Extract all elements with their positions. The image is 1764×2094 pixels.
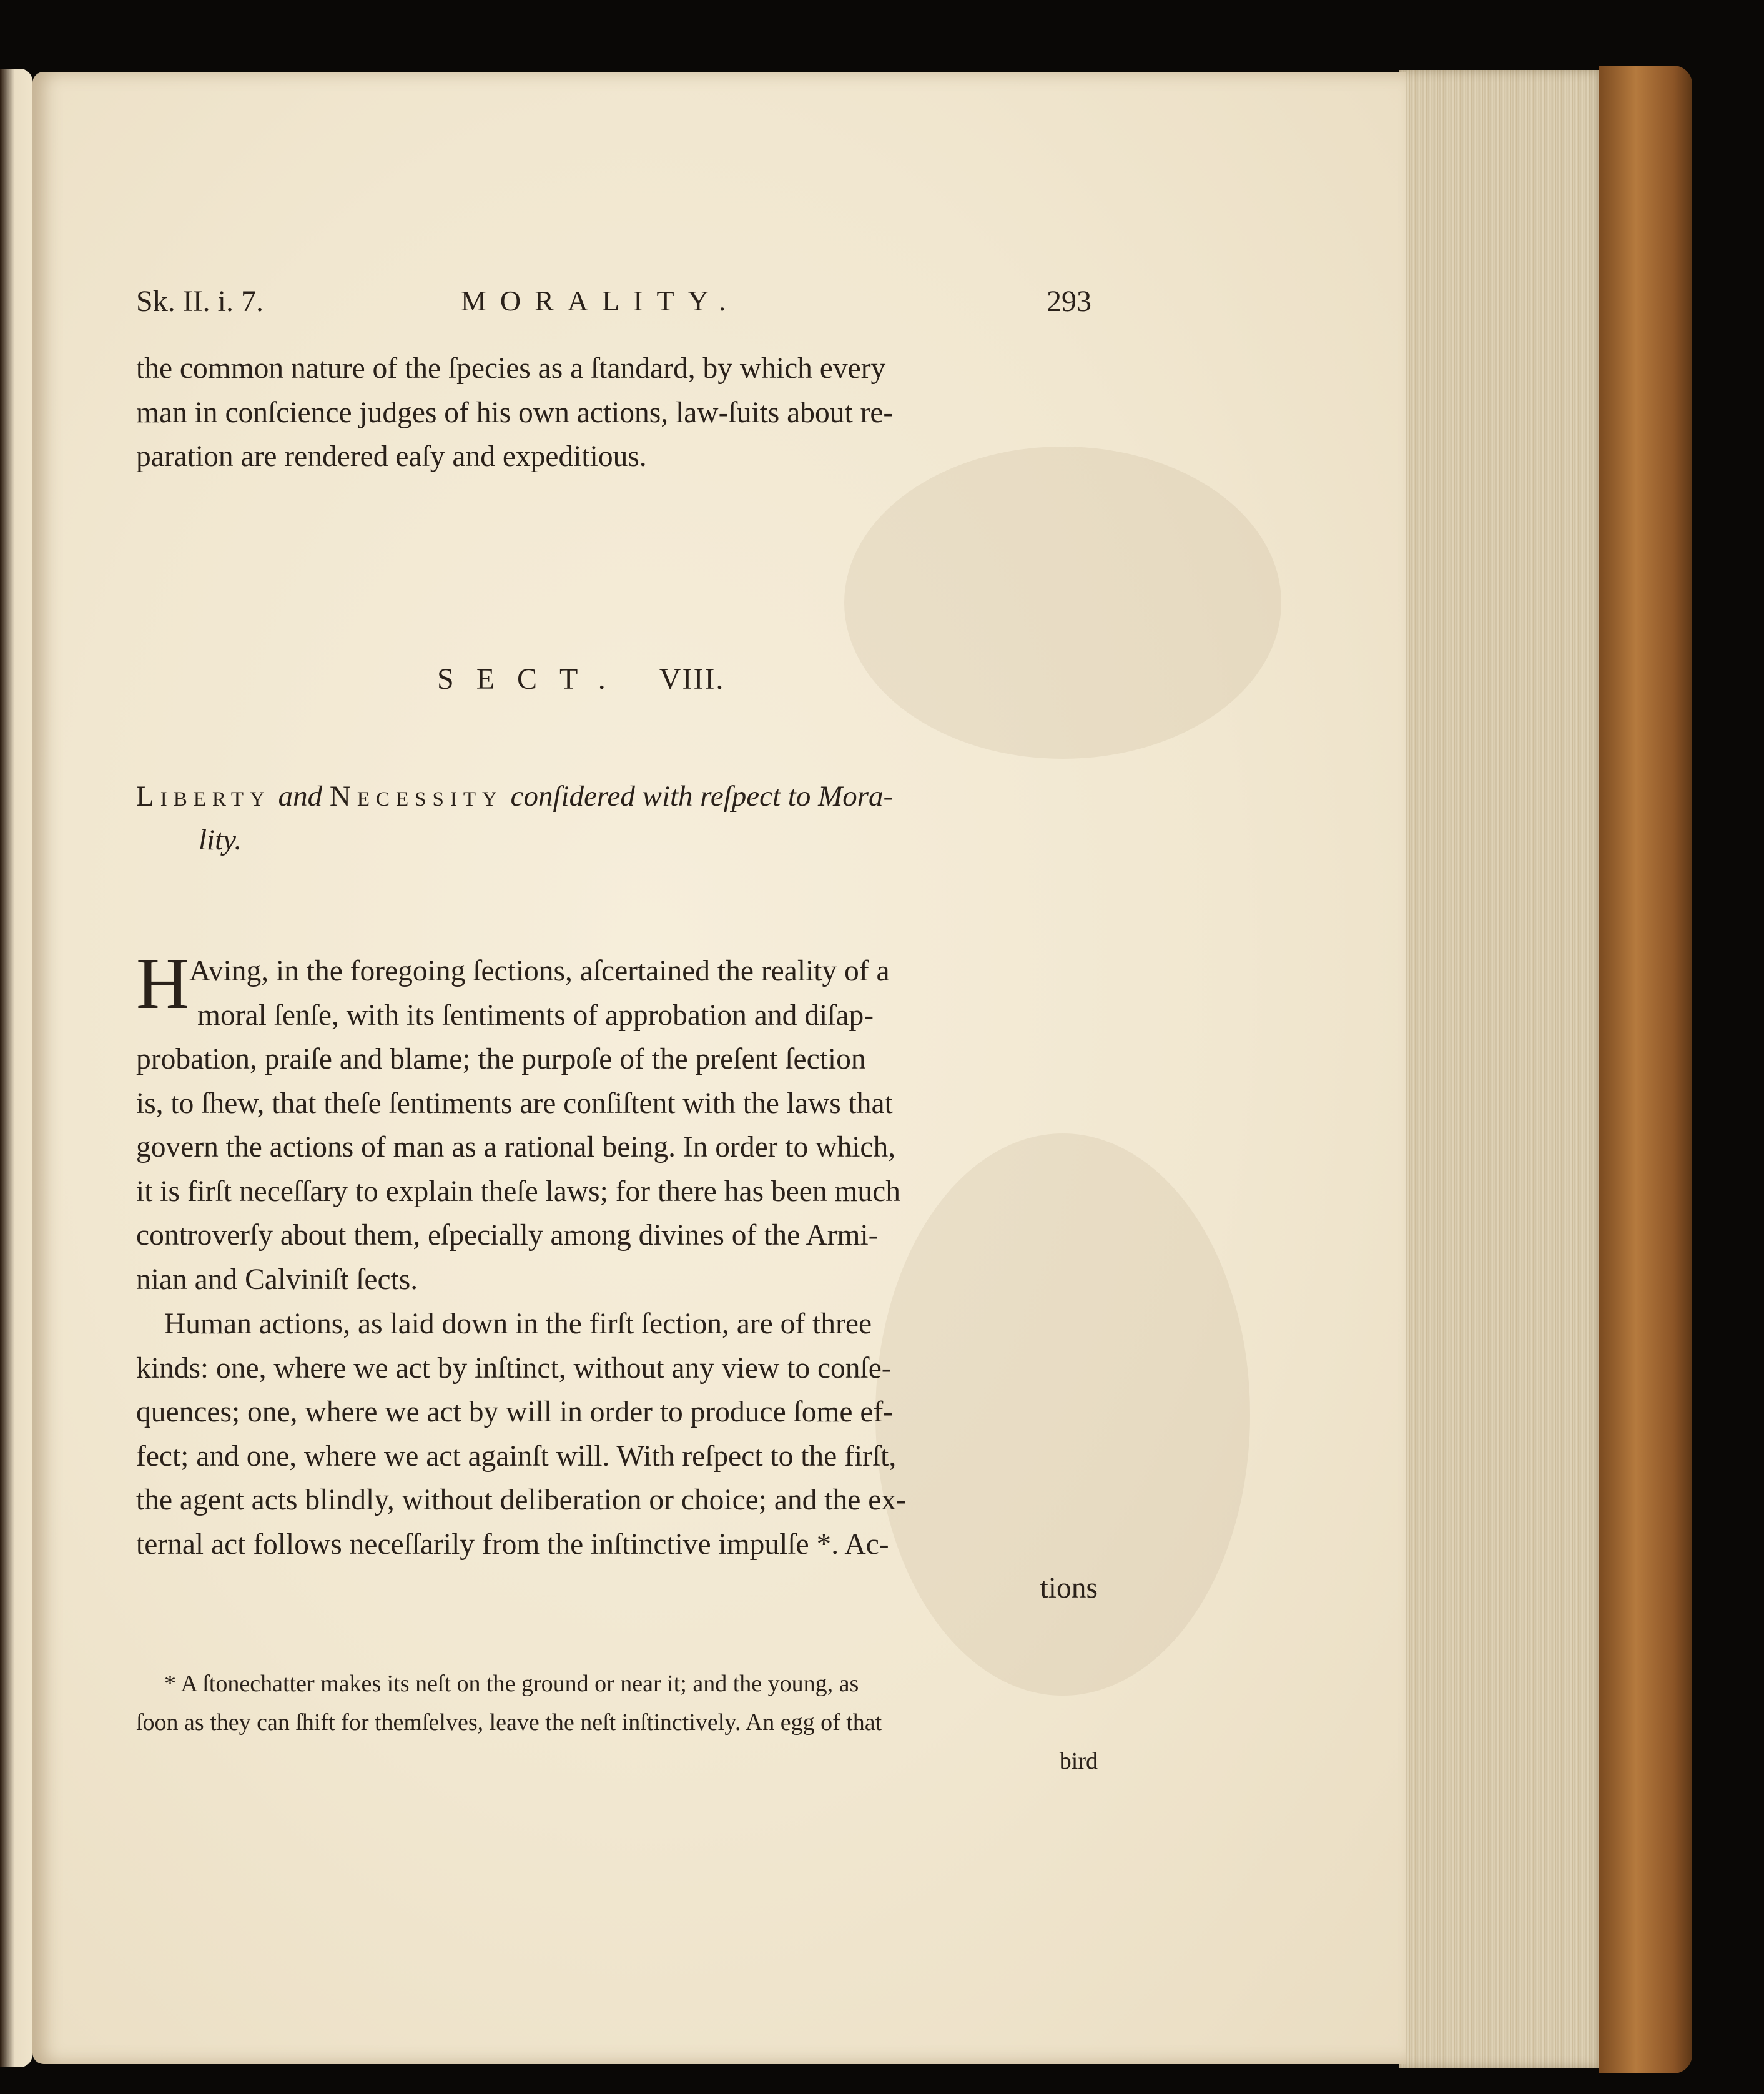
subheading-rest: conſidered with reſpect to Mora- [510, 780, 894, 812]
left-page-edge [0, 69, 32, 2067]
subheading-liberty: Liberty [136, 780, 271, 812]
paper-stain [844, 447, 1281, 759]
footnote-catchword: bird [1059, 1748, 1098, 1774]
subheading-continuation: lity. [199, 824, 242, 856]
text-line: nian and Calviniſt ſects. [136, 1263, 418, 1296]
text-line: the common nature of the ſpecies as a ſtandard, by which every [136, 352, 886, 385]
running-head-section-ref: Sk. II. i. 7. [136, 285, 264, 318]
text-line: controverſy about them, eſpecially among divines of the Armi- [136, 1219, 879, 1252]
paragraph-2 [136, 1302, 1098, 1611]
continuation-paragraph [136, 347, 1098, 479]
subheading-necessity: Necessity [329, 780, 503, 812]
drop-cap: H [136, 942, 190, 1024]
text-line: moral ſenſe, with its ſentiments of approbation and diſap- [197, 999, 874, 1032]
text-line: paration are rendered eaſy and expeditious. [136, 440, 647, 473]
text-line: fect; and one, where we act againſt will. With reſpect to the firſt, [136, 1440, 897, 1473]
paragraph-1 [136, 942, 1098, 1301]
section-heading [437, 662, 724, 696]
running-head [136, 284, 1091, 328]
text-line: probation, praiſe and blame; the purpoſe of the preſent ſection [136, 1043, 866, 1075]
fore-edge [1399, 70, 1605, 2068]
page-number: 293 [1047, 285, 1091, 318]
text-line: man in conſcience judges of his own actions, law-ſuits about re- [136, 396, 894, 429]
text-line: kinds: one, where we act by inſtinct, without any view to conſe- [136, 1351, 892, 1385]
text-line: quences; one, where we act by will in order to produce ſome ef- [136, 1396, 894, 1428]
book-cover [1599, 66, 1692, 2073]
subheading-and: and [278, 780, 323, 812]
text-line: ternal act follows neceſſarily from the inſtinctive impulſe *. Ac- [136, 1528, 889, 1561]
section-subheading [136, 774, 1098, 862]
section-label: SECT. [437, 663, 628, 696]
text-line: Human actions, as laid down in the firſt ſection, are of three [164, 1308, 872, 1340]
text-line: govern the actions of man as a rational being. In order to which, [136, 1131, 896, 1163]
text-line: the agent acts blindly, without deliberation or choice; and the ex- [136, 1484, 906, 1516]
footnote-line: ſoon as they can ſhift for themſelves, leave the neſt inſtinctively. An egg of that [136, 1709, 882, 1736]
footnote [136, 1664, 1098, 1780]
text-line: Aving, in the foregoing ſections, aſcertained the reality of a [189, 955, 890, 987]
catchword: tions [1040, 1572, 1098, 1604]
footnote-line: * A ſtonechatter makes its neſt on the ground or near it; and the young, as [164, 1671, 859, 1697]
text-line: is, to ſhew, that theſe ſentiments are conſiſtent with the laws that [136, 1087, 893, 1120]
text-line: it is firſt neceſſary to explain theſe laws; for there has been much [136, 1175, 901, 1208]
running-head-title: MORALITY. [461, 285, 740, 317]
section-number: VIII. [659, 663, 725, 696]
